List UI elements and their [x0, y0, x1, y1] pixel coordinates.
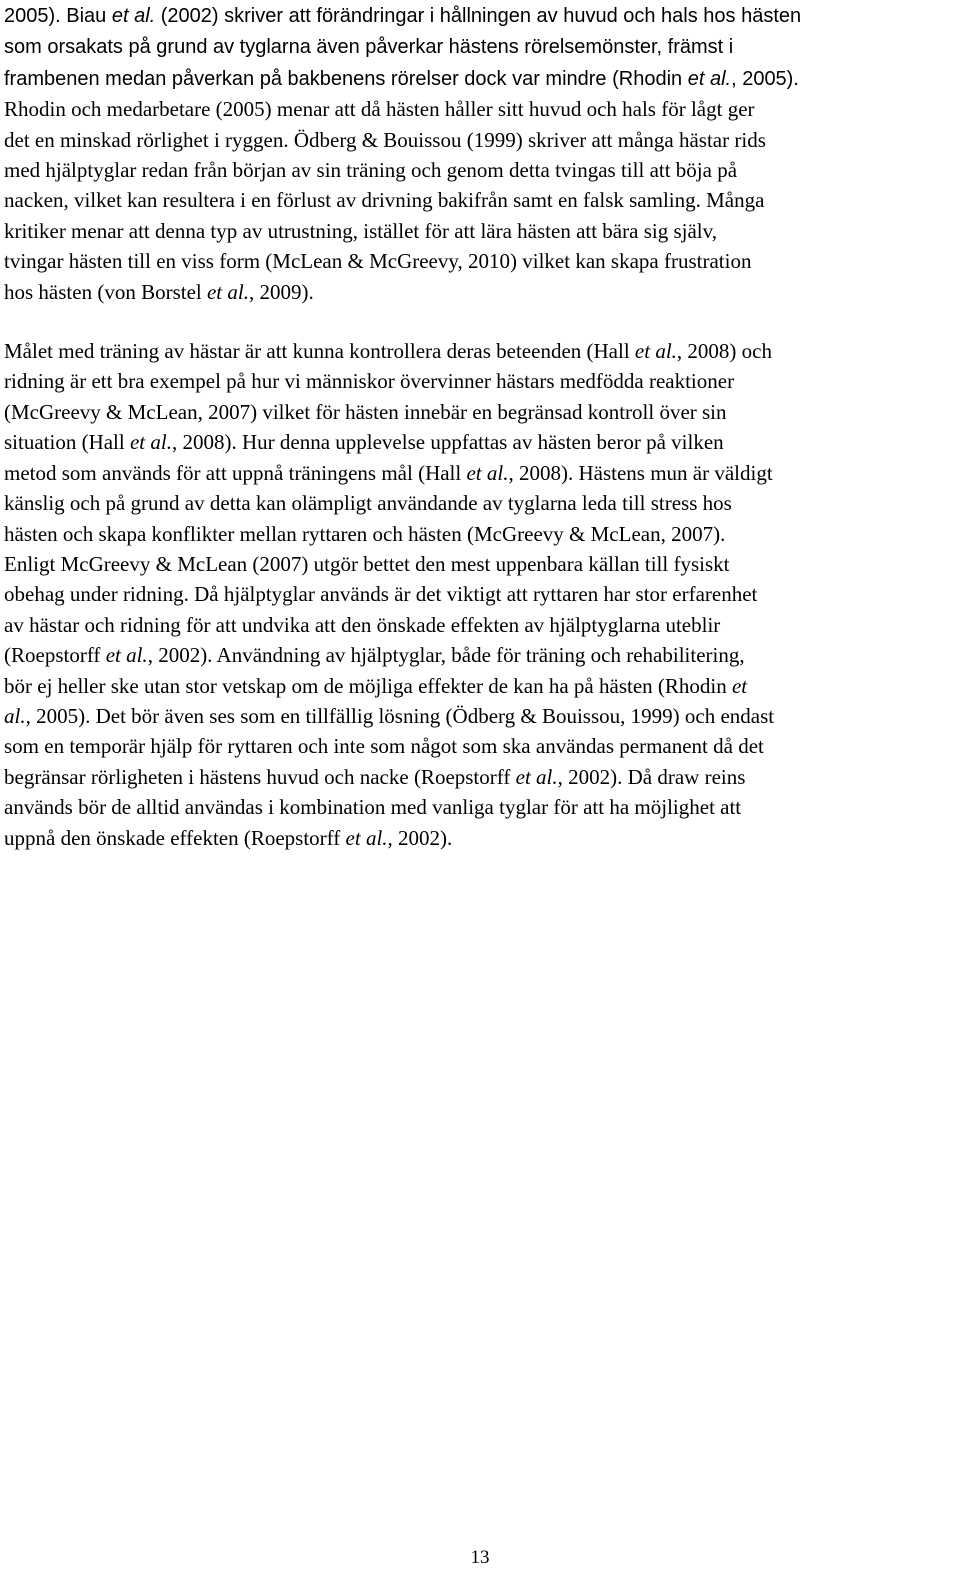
text-line: [4, 366, 956, 396]
text-line: [4, 427, 956, 457]
text-run: som en temporär hjälp för ryttaren och inte som något som ska användas permanent då det: [4, 734, 764, 759]
text-run: Rhodin och medarbetare (2005) menar att då hästen håller sitt huvud och hals för lågt ger: [4, 97, 755, 122]
citation-italic: et al.: [111, 5, 156, 27]
citation-italic: et al.: [515, 764, 558, 789]
text-run: nacken, vilket kan resultera i en förlust av drivning bakifrån samt en falsk samling. Många: [4, 188, 765, 213]
text-run: begränsar rörligheten i hästens huvud och nacke (Roepstorff: [4, 764, 516, 789]
text-run: tvingar hästen till en viss form (McLean & McGreevy, 2010) vilket kan skapa frustration: [4, 249, 752, 274]
text-run: kritiker menar att denna typ av utrustning, istället för att lära hästen att bära sig själv,: [4, 218, 717, 243]
citation-italic: et al.: [206, 279, 249, 304]
text-run: känslig och på grund av detta kan olämpligt användande av tyglarna leda till stress hos: [4, 491, 732, 516]
text-run: , 2005). Det bör även ses som en tillfällig lösning (Ödberg & Bouissou, 1999) och endast: [25, 703, 775, 728]
text-line: [4, 458, 956, 488]
text-line: [4, 0, 956, 31]
text-run: bör ej heller ske utan stor vetskap om de möjliga effekter de kan ha på hästen (Rhodin: [4, 673, 732, 698]
text-line: [4, 246, 956, 276]
text-line: [4, 277, 956, 307]
paragraph-1: [4, 0, 956, 307]
text-line: [4, 125, 956, 155]
text-line: [4, 640, 956, 670]
text-run: , 2005).: [731, 67, 799, 90]
text-line: [4, 397, 956, 427]
citation-italic: et al.: [129, 430, 172, 455]
text-line: [4, 731, 956, 761]
text-run: , 2008). Hästens mun är väldigt: [508, 460, 773, 485]
text-run: , 2008) och: [676, 339, 772, 364]
text-run: , 2009).: [248, 279, 314, 304]
citation-italic: al.: [4, 703, 26, 728]
citation-italic: et al.: [634, 339, 677, 364]
text-run: , 2002).: [387, 825, 453, 850]
text-run: det en minskad rörlighet i ryggen. Ödberg & Bouissou (1999) skriver att många hästar rids: [4, 127, 766, 152]
text-line: [4, 762, 956, 792]
text-run: 2005). Biau: [4, 5, 112, 27]
text-run: uppnå den önskade effekten (Roepstorff: [4, 825, 346, 850]
text-run: , 2002). Användning av hjälptyglar, både för träning och rehabilitering,: [147, 643, 745, 668]
text-run: Målet med träning av hästar är att kunna kontrollera deras beteenden (Hall: [4, 339, 635, 364]
text-run: , 2008). Hur denna upplevelse uppfattas av hästen beror på vilken: [171, 430, 724, 455]
text-run: med hjälptyglar redan från början av sin träning och genom detta tvingas till att böja på: [4, 158, 738, 183]
text-run: ridning är ett bra exempel på hur vi människor övervinner hästars medfödda reaktioner: [4, 369, 735, 394]
text-line: [4, 488, 956, 518]
text-run: metod som används för att uppnå träningens mål (Hall: [4, 460, 467, 485]
citation-italic: et al.: [105, 643, 148, 668]
text-run: situation (Hall: [4, 430, 130, 455]
text-run: (Roepstorff: [4, 643, 106, 668]
text-line: [4, 31, 956, 62]
text-line: [4, 579, 956, 609]
document-page: [4, 0, 956, 853]
text-line: [4, 216, 956, 246]
citation-italic: et: [731, 673, 748, 698]
citation-italic: et al.: [345, 825, 388, 850]
text-run: hos hästen (von Borstel: [4, 279, 207, 304]
text-run: obehag under ridning. Då hjälptyglar används är det viktigt att ryttaren har stor erfarenhet: [4, 582, 758, 607]
text-line: [4, 94, 956, 124]
text-line: [4, 610, 956, 640]
text-run: frambenen medan påverkan på bakbenens rörelser dock var mindre (Rhodin: [4, 67, 688, 90]
text-run: av hästar och ridning för att undvika att den önskade effekten av hjälptyglarna uteblir: [4, 612, 721, 637]
text-run: används bör de alltid användas i kombination med vanliga tyglar för att ha möjlighet att: [4, 795, 742, 820]
text-line: [4, 701, 956, 731]
text-run: som orsakats på grund av tyglarna även påverkar hästens rörelsemönster, främst i: [4, 36, 734, 59]
text-line: [4, 549, 956, 579]
text-line: [4, 823, 956, 853]
text-line: [4, 336, 956, 366]
text-line: [4, 63, 956, 94]
text-run: (2002) skriver att förändringar i hållningen av huvud och hals hos hästen: [155, 5, 802, 27]
text-line: [4, 185, 956, 215]
text-run: hästen och skapa konflikter mellan ryttaren och hästen (McGreevy & McLean, 2007).: [4, 521, 726, 546]
page-number: 13: [470, 1547, 490, 1568]
text-line: [4, 671, 956, 701]
text-run: (McGreevy & McLean, 2007) vilket för hästen innebär en begränsad kontroll över sin: [4, 399, 727, 424]
paragraph-2: [4, 336, 956, 853]
text-line: [4, 792, 956, 822]
citation-italic: et al.: [687, 67, 732, 90]
text-line: [4, 519, 956, 549]
text-run: , 2002). Då draw reins: [557, 764, 746, 789]
text-line: [4, 155, 956, 185]
text-run: Enligt McGreevy & McLean (2007) utgör bettet den mest uppenbara källan till fysiskt: [4, 551, 730, 576]
citation-italic: et al.: [466, 460, 509, 485]
